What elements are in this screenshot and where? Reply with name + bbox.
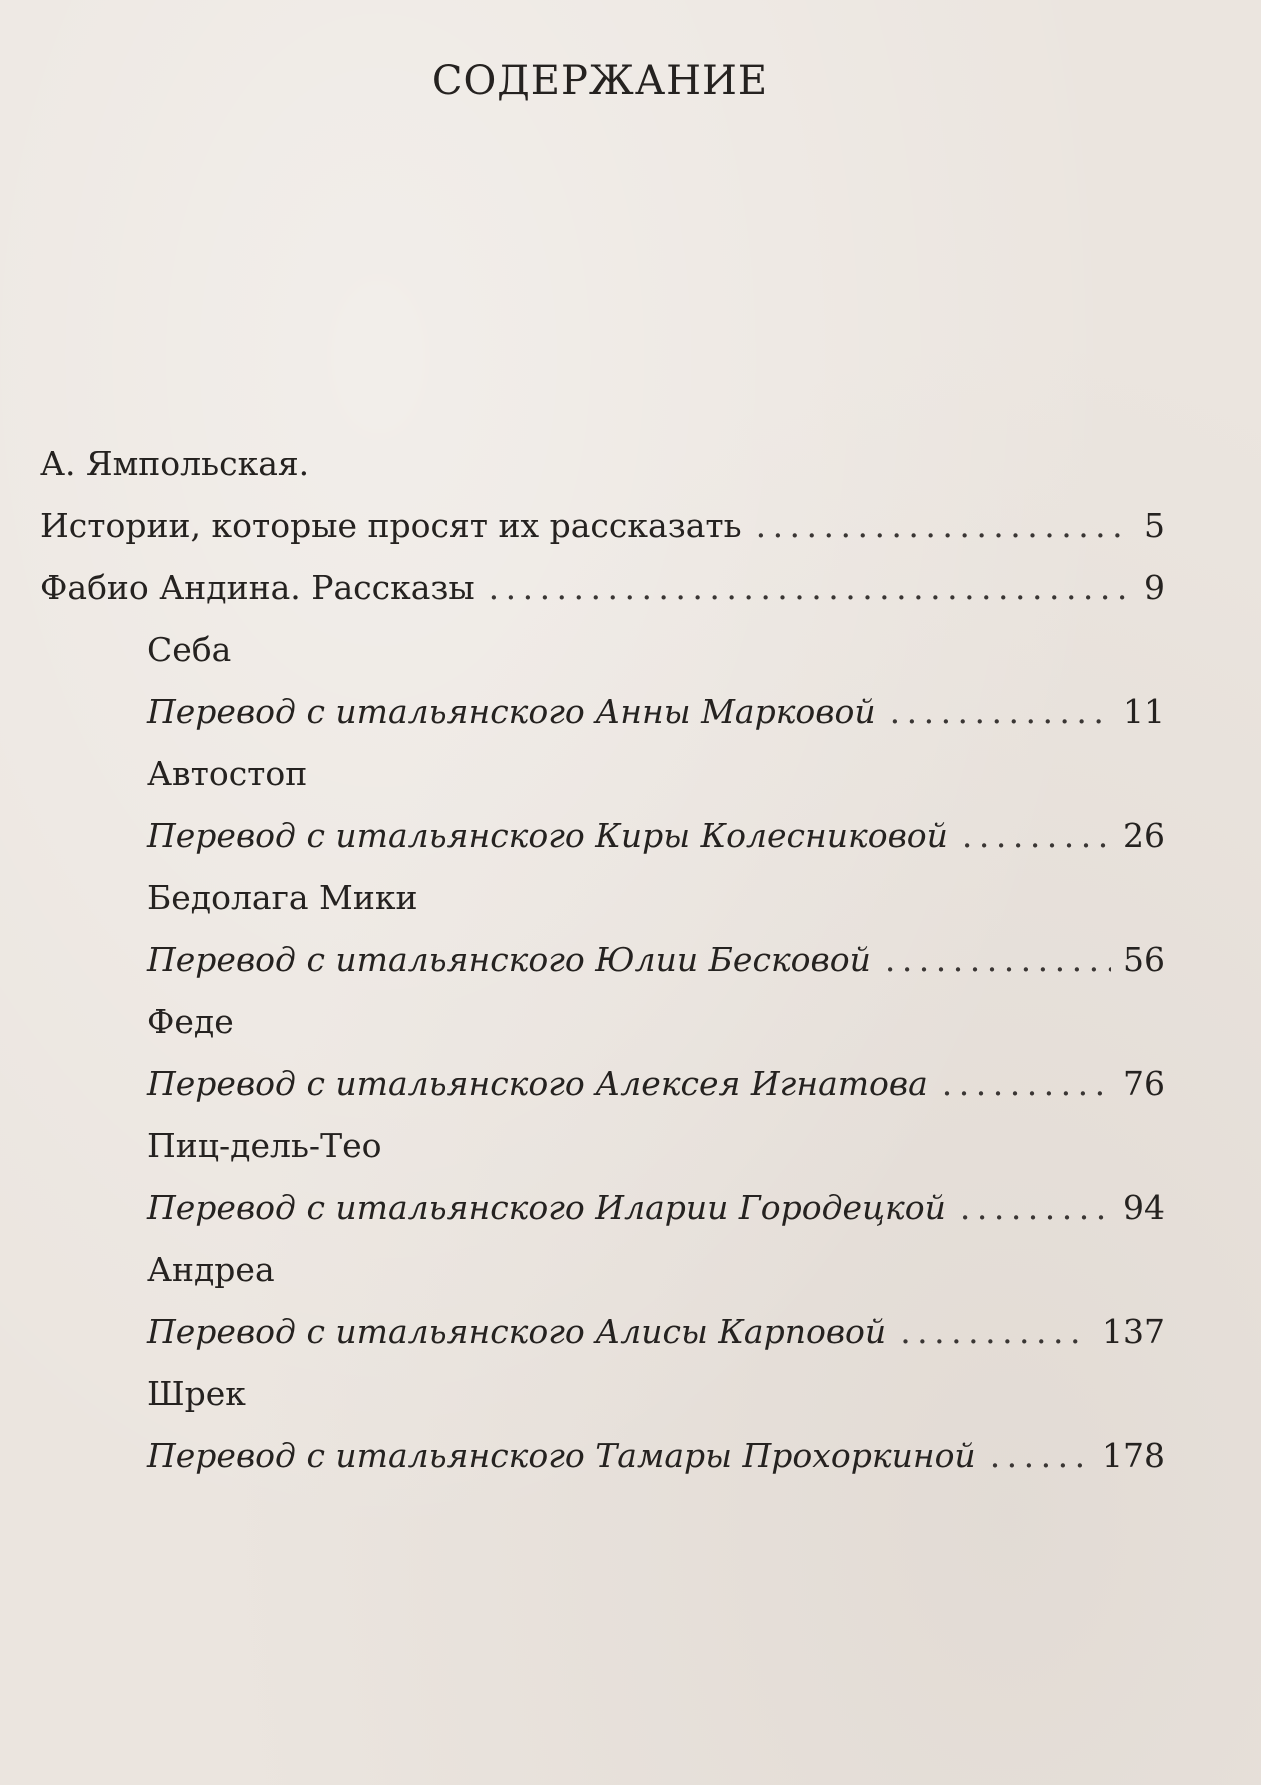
dot-leader bbox=[942, 1053, 1111, 1115]
toc-entry-text: Перевод с итальянского Алексея Игнатова bbox=[147, 1064, 928, 1103]
toc-translator-line bbox=[40, 681, 1165, 743]
toc-translator-line bbox=[40, 1053, 1165, 1115]
toc-entry-stories bbox=[40, 557, 1165, 619]
toc-translator-line bbox=[40, 1301, 1165, 1363]
dot-leader bbox=[489, 557, 1132, 619]
toc-translator-line bbox=[40, 805, 1165, 867]
toc-entry-text: А. Ямпольская. bbox=[40, 444, 310, 483]
toc-page-number: 5 bbox=[1144, 506, 1165, 545]
toc-entry-text: Перевод с итальянского Тамары Прохоркиной bbox=[147, 1436, 976, 1475]
toc-entry-text: Бедолага Мики bbox=[147, 878, 418, 917]
toc-translator-line bbox=[40, 1177, 1165, 1239]
toc-entry-text: Истории, которые просят их рассказать bbox=[40, 506, 742, 545]
dot-leader bbox=[990, 1425, 1090, 1487]
toc-story-title bbox=[40, 1363, 1165, 1425]
toc-page-number: 26 bbox=[1123, 816, 1165, 855]
dot-leader bbox=[960, 1177, 1111, 1239]
dot-leader bbox=[756, 495, 1132, 557]
toc-story-title bbox=[40, 1239, 1165, 1301]
toc-entry-text: Пиц-дель-Тео bbox=[147, 1126, 382, 1165]
toc-translator-line bbox=[40, 929, 1165, 991]
toc-page-number: 137 bbox=[1102, 1312, 1165, 1351]
toc-entry-text: Шрек bbox=[147, 1374, 246, 1413]
toc-story-title bbox=[40, 867, 1165, 929]
toc-story-title bbox=[40, 1115, 1165, 1177]
toc-entry-text: Перевод с итальянского Анны Марковой bbox=[147, 692, 876, 731]
toc-entry-text: Андреа bbox=[147, 1250, 275, 1289]
toc-entry-text: Автостоп bbox=[147, 754, 308, 793]
toc-entry-text: Перевод с итальянского Киры Колесниковой bbox=[147, 816, 948, 855]
toc-entry-text: Перевод с итальянского Юлии Бесковой bbox=[147, 940, 871, 979]
toc-page-number: 94 bbox=[1123, 1188, 1165, 1227]
toc-entry-text: Перевод с итальянского Алисы Карповой bbox=[147, 1312, 887, 1351]
toc-page-number: 9 bbox=[1144, 568, 1165, 607]
toc-story-title bbox=[40, 991, 1165, 1053]
toc-translator-line bbox=[40, 1425, 1165, 1487]
page-title: СОДЕРЖАНИЕ bbox=[431, 58, 769, 104]
dot-leader bbox=[885, 929, 1111, 991]
toc-author-line bbox=[40, 433, 1165, 495]
toc-entry-text: Феде bbox=[147, 1002, 234, 1041]
toc-page-number: 76 bbox=[1123, 1064, 1165, 1103]
toc-story-title bbox=[40, 743, 1165, 805]
dot-leader bbox=[900, 1301, 1090, 1363]
toc-page-number: 11 bbox=[1123, 692, 1165, 731]
dot-leader bbox=[890, 681, 1111, 743]
toc-entry-text: Перевод с итальянского Иларии Городецкой bbox=[147, 1188, 946, 1227]
toc-story-title bbox=[40, 619, 1165, 681]
toc-page-number: 56 bbox=[1123, 940, 1165, 979]
dot-leader bbox=[962, 805, 1111, 867]
toc-entry-foreword bbox=[40, 495, 1165, 557]
toc-entry-text: Себа bbox=[147, 630, 232, 669]
toc-entry-text: Фабио Андина. Рассказы bbox=[40, 568, 475, 607]
toc-page-number: 178 bbox=[1102, 1436, 1165, 1475]
table-of-contents bbox=[40, 433, 1165, 1487]
